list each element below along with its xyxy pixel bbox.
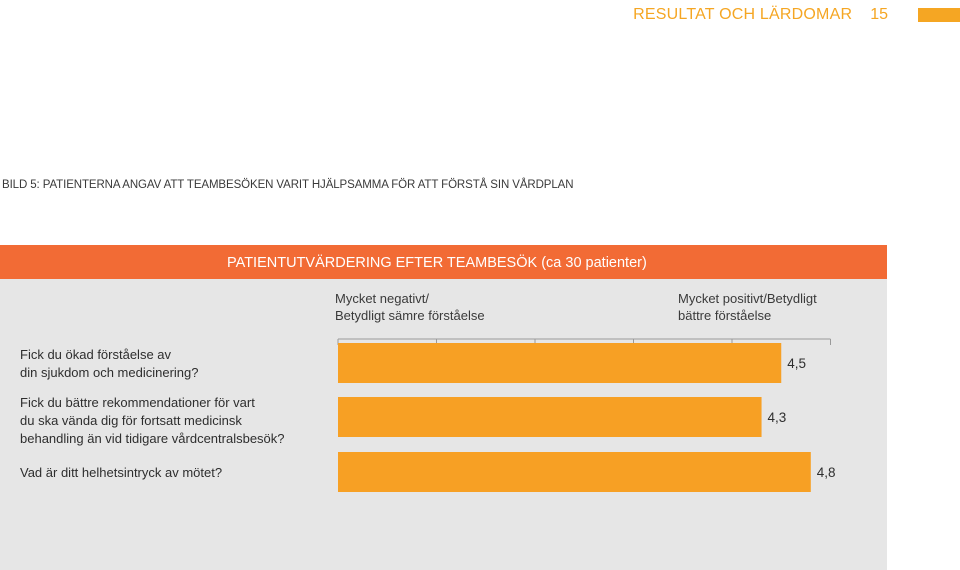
bar-value-label-2: 4,3 xyxy=(767,410,787,425)
bar-chart xyxy=(0,245,887,570)
figure-caption: BILD 5: PATIENTERNA ANGAV ATT TEAMBESÖKEN VARIT HJÄLPSAMMA FÖR ATT FÖRSTÅ SIN VÅRDPLAN xyxy=(2,179,574,191)
question-label-1: Fick du ökad förståelse av din sjukdom och medicinering? xyxy=(20,347,199,380)
chart-panel xyxy=(0,245,887,570)
bar-value-label-1: 4,5 xyxy=(787,356,807,371)
bar-2 xyxy=(338,397,762,437)
orange-tab-marker xyxy=(918,8,960,22)
scale-low-label: Mycket negativt/ Betydligt sämre förståelse xyxy=(335,291,485,323)
scale-high-label: Mycket positivt/Betydligt bättre förståelse xyxy=(678,291,817,323)
section-title: RESULTAT OCH LÄRDOMAR xyxy=(633,6,853,23)
bar-value-label-3: 4,8 xyxy=(816,465,836,480)
question-label-3: Vad är ditt helhetsintryck av mötet? xyxy=(20,465,223,480)
page-header xyxy=(633,4,960,26)
bar-1 xyxy=(338,343,781,383)
page-number: 15 xyxy=(870,6,888,23)
question-label-2: Fick du bättre rekommendationer för vart du ska vända dig för fortsatt medicinsk behandling än vid tidigare vårdcentralsbesök? xyxy=(20,395,285,446)
bar-3 xyxy=(338,452,811,492)
chart-title: PATIENTUTVÄRDERING EFTER TEAMBESÖK (ca 30 patienter) xyxy=(227,255,647,271)
